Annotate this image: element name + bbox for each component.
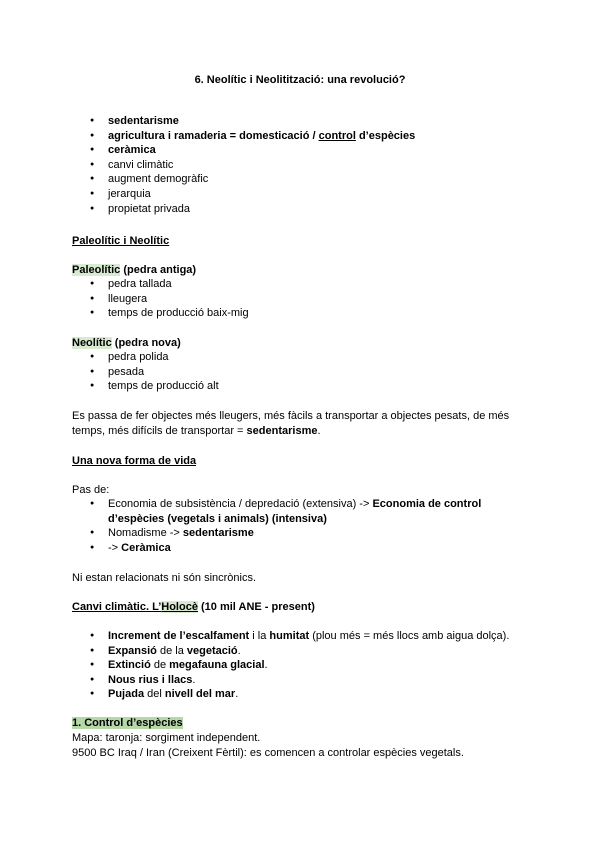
list-item: ● sedentarisme [90, 114, 415, 129]
list-item: ● canvi climàtic [90, 158, 415, 173]
list-item: ● Nous rius i llacs. [90, 673, 509, 688]
neolitic-heading: Neolític (pedra nova) [72, 337, 181, 349]
mapa-note: Mapa: taronja: sorgiment independent. [72, 732, 261, 744]
paleolitic-heading: Paleolític (pedra antiga) [72, 264, 197, 276]
list-item: ● jerarquia [90, 187, 415, 202]
list-item: ● lleugera [90, 292, 249, 307]
list-item: ● pedra tallada [90, 277, 249, 292]
paragraph-sedentarisme: Es passa de fer objectes més lleugers, més fàcils a transportar a objectes pesats, de més temps, més difícils de transportar = sedentarisme. [72, 410, 510, 437]
list-item: ● Economia de subsistència / depredació (extensiva) -> Economia de control d’espècies (vegetals i animals) (intensiva) [90, 497, 518, 526]
intro-bullet-list [90, 114, 415, 216]
list-item: ● Nomadisme -> sedentarisme [90, 526, 518, 541]
section-heading-forma-vida: Una nova forma de vida [72, 455, 197, 467]
list-item: ● pedra polida [90, 350, 219, 365]
section-heading-canvi-climatic: Canvi climàtic. L’Holocè (10 mil ANE - present) [72, 601, 315, 613]
list-item: ● ceràmica [90, 143, 415, 158]
sincronic-note: Ni estan relacionats ni són sincrònics. [72, 572, 257, 584]
list-item: ● temps de producció baix-mig [90, 306, 249, 321]
section-heading-paleolitic-neolitic: Paleolític i Neolític [72, 235, 170, 247]
list-item: ● Extinció de megafauna glacial. [90, 658, 509, 673]
list-item: ● augment demogràfic [90, 172, 415, 187]
page-title: 6. Neolític i Neolitització: una revolució? [194, 74, 406, 86]
paleolitic-list [90, 277, 249, 321]
canvi-climatic-list [90, 629, 509, 702]
section-heading-control-especies: 1. Control d’espècies [72, 717, 183, 729]
bc-note: 9500 BC Iraq / Iran (Creixent Fèrtil): es comencen a controlar espècies vegetals. [72, 747, 464, 759]
pas-de-list [90, 497, 518, 555]
list-item: ● -> Ceràmica [90, 541, 518, 556]
list-item: ● Pujada del nivell del mar. [90, 687, 509, 702]
list-item: ● temps de producció alt [90, 379, 219, 394]
list-item: ● agricultura i ramaderia = domesticació / control d’espècies [90, 129, 415, 144]
pas-de-label: Pas de: [72, 484, 110, 496]
list-item: ● Increment de l’escalfament i la humitat (plou més = més llocs amb aigua dolça). [90, 629, 509, 644]
list-item: ● pesada [90, 365, 219, 380]
list-item: ● propietat privada [90, 202, 415, 217]
list-item: ● Expansió de la vegetació. [90, 644, 509, 659]
neolitic-list [90, 350, 219, 394]
